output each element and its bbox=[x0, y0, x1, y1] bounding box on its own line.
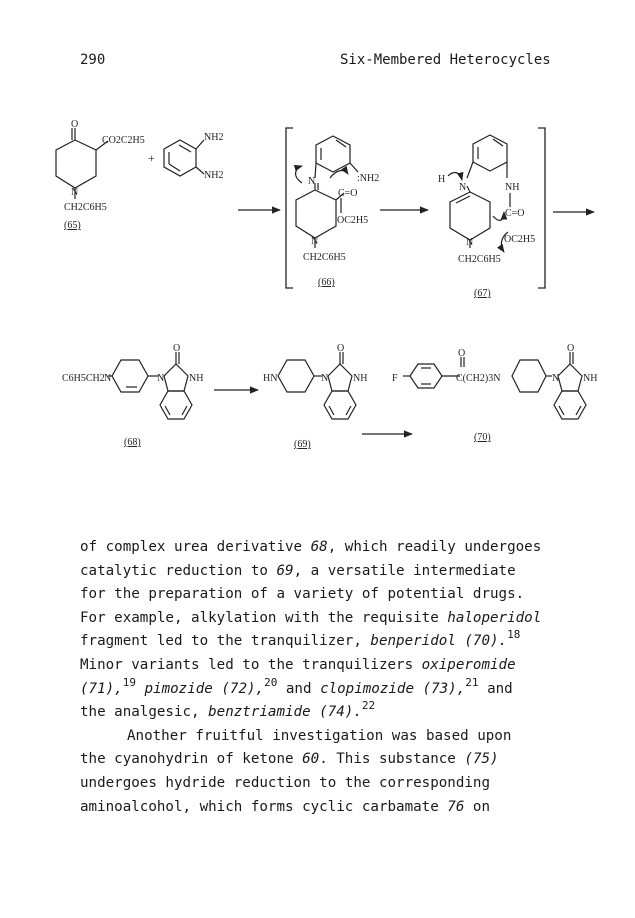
page-number: 290 bbox=[80, 52, 106, 68]
c68-n-imid: N bbox=[157, 373, 165, 384]
p1-line-4: For example, alkylation with the requisite haloperidol bbox=[80, 609, 542, 626]
c66-ethoxy: OC2H5 bbox=[337, 215, 369, 226]
p1-line-7: (71),$^{19}$ pimozide (72),$^{20}$ and clopimozide (73),$^{21}$ and bbox=[80, 675, 513, 697]
p2-line-3: undergoes hydride reduction to the corresponding bbox=[80, 774, 490, 791]
compound-66 bbox=[296, 136, 380, 288]
c66-label: (66) bbox=[318, 277, 335, 288]
c65-label: (65) bbox=[64, 220, 81, 231]
c65-benzyl: CH2C6H5 bbox=[64, 202, 107, 213]
p1-line-5: fragment led to the tranquilizer, benperidol (70).$^{18}$ bbox=[80, 628, 521, 650]
p1-line-6: Minor variants led to the tranquilizers oxiperomide bbox=[80, 656, 516, 673]
ref-21: 21 bbox=[465, 675, 479, 689]
ref-19: 19 bbox=[122, 675, 136, 689]
p1-line-1: of complex urea derivative 68, which readily undergoes bbox=[80, 539, 542, 555]
diamine-nh2-bottom: NH2 bbox=[204, 170, 224, 181]
p2-line-4: aminoalcohol, which forms cyclic carbamate 76 on bbox=[80, 798, 491, 815]
c66-carbonyl: C=O bbox=[338, 188, 358, 199]
ref-22: 22 bbox=[361, 699, 376, 713]
p2-line-2: the cyanohydrin of ketone 60. This substance (75) bbox=[80, 751, 499, 768]
c67-benzyl: CH2C6H5 bbox=[458, 254, 501, 265]
c67-n-ring: N bbox=[466, 237, 474, 248]
body-text bbox=[80, 536, 600, 819]
p1-line-3: for the preparation of a variety of potential drugs. bbox=[80, 586, 525, 603]
plus-sign: + bbox=[148, 151, 155, 165]
c69-oxygen: O bbox=[337, 343, 345, 354]
c66-nh2: :NH2 bbox=[357, 173, 380, 184]
compound-70 bbox=[392, 343, 597, 443]
p2-line-1: Another fruitful investigation was based upon bbox=[127, 727, 512, 744]
c66-n-imine: N bbox=[308, 176, 316, 187]
c67-n: N bbox=[459, 182, 467, 193]
compound-67 bbox=[438, 135, 535, 299]
c69-nh: NH bbox=[353, 373, 368, 384]
c65-oxygen: O bbox=[71, 119, 79, 130]
ref-20: 20 bbox=[264, 675, 278, 689]
running-title: Six-Membered Heterocycles bbox=[340, 52, 551, 68]
c69-hn: HN bbox=[263, 373, 278, 384]
c70-keto-o: O bbox=[458, 348, 466, 359]
c68-nh: NH bbox=[189, 373, 204, 384]
c68-label: (68) bbox=[124, 437, 141, 448]
c66-n-ring: N bbox=[311, 236, 319, 247]
p1-line-8: the analgesic, benztriamide (74).$^{22}$ bbox=[80, 699, 376, 721]
c68-oxygen: O bbox=[173, 343, 181, 354]
c70-fluorine: F bbox=[392, 373, 398, 384]
c67-h: H bbox=[438, 174, 446, 185]
c67-label: (67) bbox=[474, 288, 491, 299]
c68-n-ring: N bbox=[104, 373, 112, 384]
c69-label: (69) bbox=[294, 439, 311, 450]
c65-nitrogen: N bbox=[71, 187, 79, 198]
ref-18: 18 bbox=[507, 628, 521, 642]
o-phenylenediamine bbox=[164, 132, 223, 181]
c69-n-imid: N bbox=[321, 373, 329, 384]
c70-chain: C(CH2)3N bbox=[456, 373, 501, 384]
diamine-nh2-top: NH2 bbox=[204, 132, 224, 143]
c70-n-imid: N bbox=[552, 373, 560, 384]
c66-benzyl: CH2C6H5 bbox=[303, 252, 346, 263]
compound-69 bbox=[263, 343, 367, 450]
c67-nh: NH bbox=[505, 182, 520, 193]
compound-68 bbox=[62, 343, 203, 448]
c67-carbonyl: C=O bbox=[505, 208, 525, 219]
compound-65 bbox=[56, 119, 145, 231]
c67-ethoxy: OC2H5 bbox=[504, 234, 536, 245]
c65-ester: CO2C2H5 bbox=[102, 135, 145, 146]
p1-line-2: catalytic reduction to 69, a versatile intermediate bbox=[80, 562, 516, 579]
c70-nh: NH bbox=[583, 373, 598, 384]
c70-label: (70) bbox=[474, 432, 491, 443]
c68-benzyl: C6H5CH2 bbox=[62, 373, 105, 384]
c70-urea-o: O bbox=[567, 343, 575, 354]
